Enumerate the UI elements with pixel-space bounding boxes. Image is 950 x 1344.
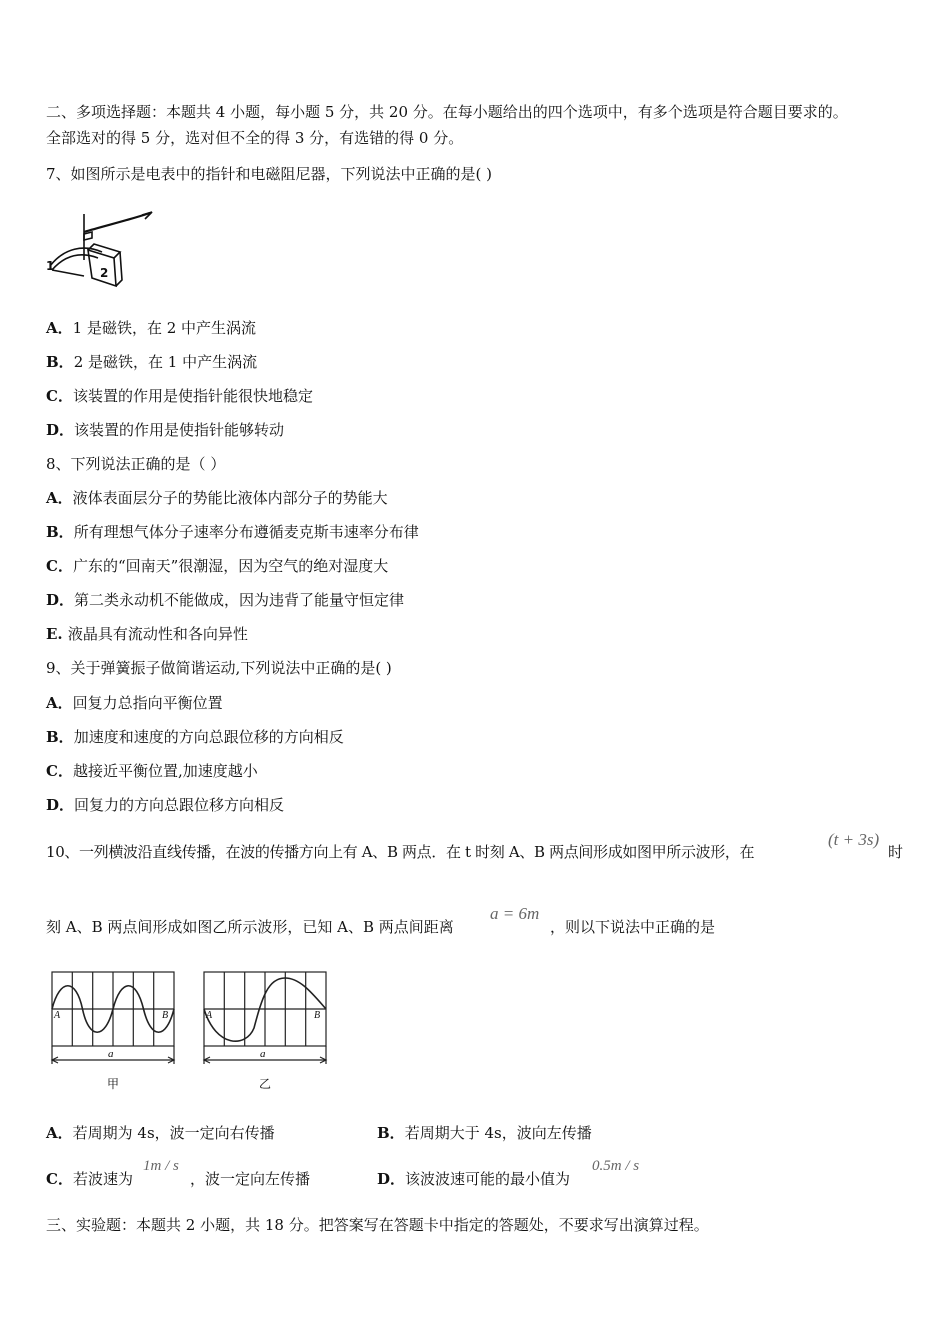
q10-math-distance: a = 6m	[490, 904, 540, 923]
q8-option-a: A．液体表面层分子的势能比液体内部分子的势能大	[46, 489, 388, 507]
q10-option-c-tail: ，波一定向左传播	[190, 1170, 311, 1188]
q10-stem-line2: 刻 A、B 两点间形成如图乙所示波形，已知 A、B 两点间距离	[46, 918, 454, 936]
q8-option-b: B．所有理想气体分子速率分布遵循麦克斯韦速率分布律	[46, 523, 419, 541]
q8-option-e: E. 液晶具有流动性和各向异性	[46, 625, 248, 643]
q10-figure-caption-jia: 甲	[107, 1077, 120, 1091]
q10-stem-line2-end: ，则以下说法中正确的是	[550, 918, 716, 936]
q7-option-c: C．该装置的作用是使指针能很快地稳定	[46, 387, 313, 405]
q10-stem-line1-end: 时	[888, 843, 904, 861]
q7-figure-label-2: 2	[100, 266, 109, 280]
svg-text:A: A	[54, 1010, 61, 1021]
q7-option-b: B．2 是磁铁，在 1 中产生涡流	[46, 353, 258, 371]
q10-option-d-math: 0.5m / s	[592, 1158, 640, 1174]
q9-stem: 9、关于弹簧振子做简谐运动,下列说法中正确的是( )	[46, 659, 392, 677]
q10-math-t-plus-3s: (t + 3s)	[828, 830, 880, 849]
svg-text:A: A	[206, 1010, 213, 1021]
q10-option-d: D．该波波速可能的最小值为	[377, 1170, 571, 1188]
q8-stem: 8、下列说法正确的是（ ）	[46, 455, 226, 473]
q8-option-d: D．第二类永动机不能做成，因为违背了能量守恒定律	[46, 591, 405, 609]
q7-stem: 7、如图所示是电表中的指针和电磁阻尼器，下列说法中正确的是( )	[46, 165, 493, 183]
q7-figure-label-1: 1	[46, 259, 55, 273]
q7-meter-pointer-figure	[44, 208, 156, 296]
svg-text:B: B	[314, 1010, 321, 1021]
section2-heading-line2: 全部选对的得 5 分，选对但不全的得 3 分，有选错的得 0 分。	[46, 129, 464, 147]
q9-option-b: B．加速度和速度的方向总跟位移的方向相反	[46, 728, 344, 746]
q10-option-c: C．若波速为	[46, 1170, 133, 1188]
q10-option-c-math: 1m / s	[143, 1158, 179, 1174]
q10-figure-caption-yi: 乙	[259, 1077, 272, 1091]
section2-heading-line1: 二、多项选择题：本题共 4 小题，每小题 5 分，共 20 分。在每小题给出的四个选项中，有多个选项是符合题目要求的。	[46, 103, 848, 121]
q10-option-a: A．若周期为 4s，波一定向右传播	[46, 1124, 275, 1142]
section3-heading: 三、实验题：本题共 2 小题，共 18 分。把答案写在答题卡中指定的答题处，不要求写出演算过程。	[46, 1216, 709, 1234]
svg-text:B: B	[162, 1010, 169, 1021]
q10-option-b: B．若周期大于 4s，波向左传播	[377, 1124, 592, 1142]
q9-option-c: C．越接近平衡位置,加速度越小	[46, 762, 258, 780]
q10-wave-figure-yi	[196, 968, 330, 1096]
q7-option-a: A．1 是磁铁，在 2 中产生涡流	[46, 319, 257, 337]
svg-text:a: a	[260, 1048, 266, 1060]
svg-text:a: a	[108, 1048, 114, 1060]
q8-option-c: C．广东的“回南天”很潮湿，因为空气的绝对湿度大	[46, 557, 389, 575]
q7-option-d: D．该装置的作用是使指针能够转动	[46, 421, 285, 439]
q9-option-d: D．回复力的方向总跟位移方向相反	[46, 796, 285, 814]
q10-wave-figure-jia	[44, 968, 178, 1096]
q10-stem-line1: 10、一列横波沿直线传播，在波的传播方向上有 A、B 两点．在 t 时刻 A、B 两点间形成如图甲所示波形，在	[46, 843, 755, 861]
q9-option-a: A．回复力总指向平衡位置	[46, 694, 223, 712]
